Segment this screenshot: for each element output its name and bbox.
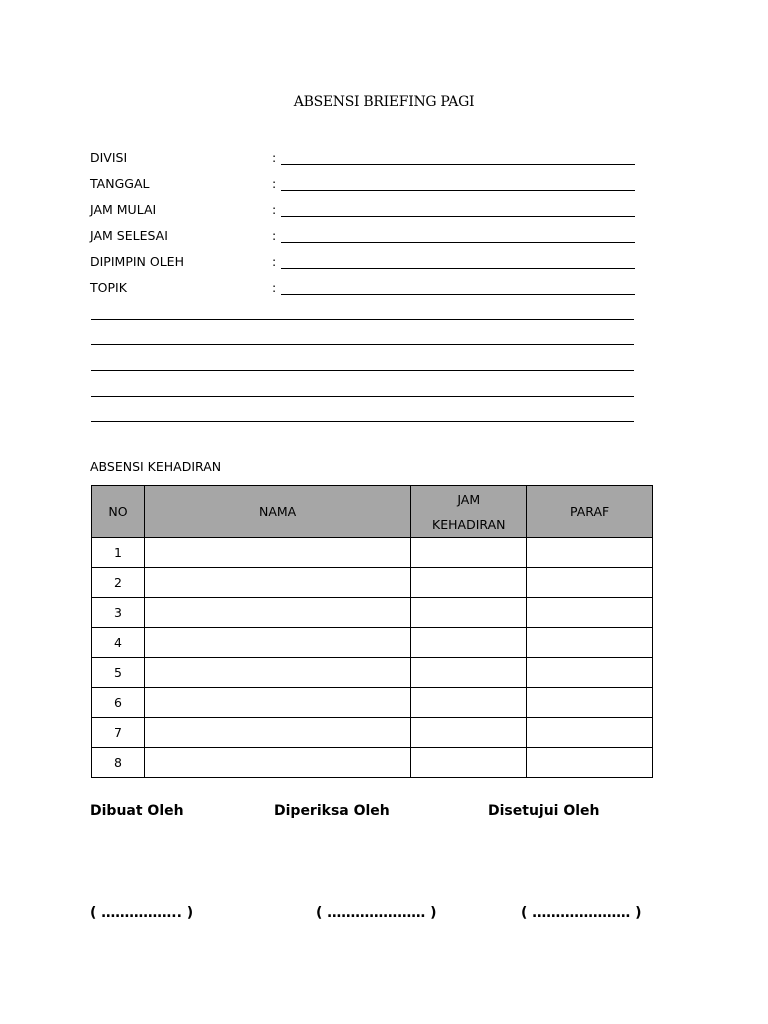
nama-cell[interactable] [144, 688, 410, 718]
field-label: JAM SELESAI [90, 228, 168, 243]
nama-cell[interactable] [144, 748, 410, 778]
nama-cell[interactable] [144, 568, 410, 598]
topic-line[interactable] [91, 421, 634, 422]
attendance-section-label: ABSENSI KEHADIRAN [90, 459, 222, 474]
table-row [92, 748, 653, 778]
field-label: TANGGAL [90, 176, 150, 191]
paraf-cell[interactable] [527, 688, 653, 718]
field-label: JAM MULAI [90, 202, 157, 217]
paraf-cell[interactable] [527, 568, 653, 598]
row-number: 7 [92, 718, 145, 748]
table-row [92, 538, 653, 568]
field-colon: : [272, 228, 277, 243]
field-line[interactable] [281, 268, 635, 269]
nama-cell[interactable] [144, 538, 410, 568]
paraf-cell[interactable] [527, 658, 653, 688]
signature-title-disetujui: Disetujui Oleh [488, 803, 600, 819]
field-label: DIVISI [90, 150, 128, 165]
topic-line[interactable] [91, 344, 634, 345]
signature-blank-dibuat[interactable]: ( …………….. ) [90, 905, 194, 921]
page-title: ABSENSI BRIEFING PAGI [293, 94, 475, 110]
table-row [92, 688, 653, 718]
table-row [92, 658, 653, 688]
row-number: 8 [92, 748, 145, 778]
jam-cell[interactable] [411, 538, 527, 568]
field-colon: : [272, 202, 277, 217]
paraf-cell[interactable] [527, 718, 653, 748]
jam-cell[interactable] [411, 628, 527, 658]
row-number: 1 [92, 538, 145, 568]
paraf-cell[interactable] [527, 538, 653, 568]
paraf-cell[interactable] [527, 748, 653, 778]
field-label: TOPIK [90, 280, 127, 295]
row-number: 3 [92, 598, 145, 628]
signature-blank-disetujui[interactable]: ( ………………… ) [521, 905, 642, 921]
row-number: 5 [92, 658, 145, 688]
field-label: DIPIMPIN OLEH [90, 254, 184, 269]
paraf-cell[interactable] [527, 628, 653, 658]
nama-cell[interactable] [144, 628, 410, 658]
attendance-table [91, 485, 653, 778]
nama-cell[interactable] [144, 598, 410, 628]
field-line[interactable] [281, 294, 635, 295]
jam-cell[interactable] [411, 598, 527, 628]
table-row [92, 598, 653, 628]
row-number: 2 [92, 568, 145, 598]
jam-cell[interactable] [411, 568, 527, 598]
table-row [92, 718, 653, 748]
table-row [92, 568, 653, 598]
column-header-nama: NAMA [144, 486, 410, 538]
signature-title-dibuat: Dibuat Oleh [90, 803, 184, 819]
table-row [92, 628, 653, 658]
field-line[interactable] [281, 190, 635, 191]
topic-line[interactable] [91, 319, 634, 320]
jam-cell[interactable] [411, 658, 527, 688]
column-header-no: NO [92, 486, 145, 538]
column-header-jam-kehadiran [411, 486, 527, 538]
signature-title-diperiksa: Diperiksa Oleh [274, 803, 390, 819]
field-line[interactable] [281, 216, 635, 217]
topic-line[interactable] [91, 396, 634, 397]
field-colon: : [272, 280, 277, 295]
jam-cell[interactable] [411, 718, 527, 748]
jam-cell[interactable] [411, 748, 527, 778]
field-colon: : [272, 254, 277, 269]
jam-header-line2: KEHADIRAN [432, 516, 506, 532]
field-colon: : [272, 150, 277, 165]
nama-cell[interactable] [144, 658, 410, 688]
topic-line[interactable] [91, 370, 634, 371]
signature-blank-diperiksa[interactable]: ( ………………… ) [316, 905, 437, 921]
nama-cell[interactable] [144, 718, 410, 748]
table-header-row [92, 486, 653, 538]
field-line[interactable] [281, 164, 635, 165]
field-line[interactable] [281, 242, 635, 243]
column-header-paraf: PARAF [527, 486, 653, 538]
row-number: 6 [92, 688, 145, 718]
row-number: 4 [92, 628, 145, 658]
jam-cell[interactable] [411, 688, 527, 718]
jam-header-line1: JAM [457, 491, 481, 507]
field-colon: : [272, 176, 277, 191]
paraf-cell[interactable] [527, 598, 653, 628]
